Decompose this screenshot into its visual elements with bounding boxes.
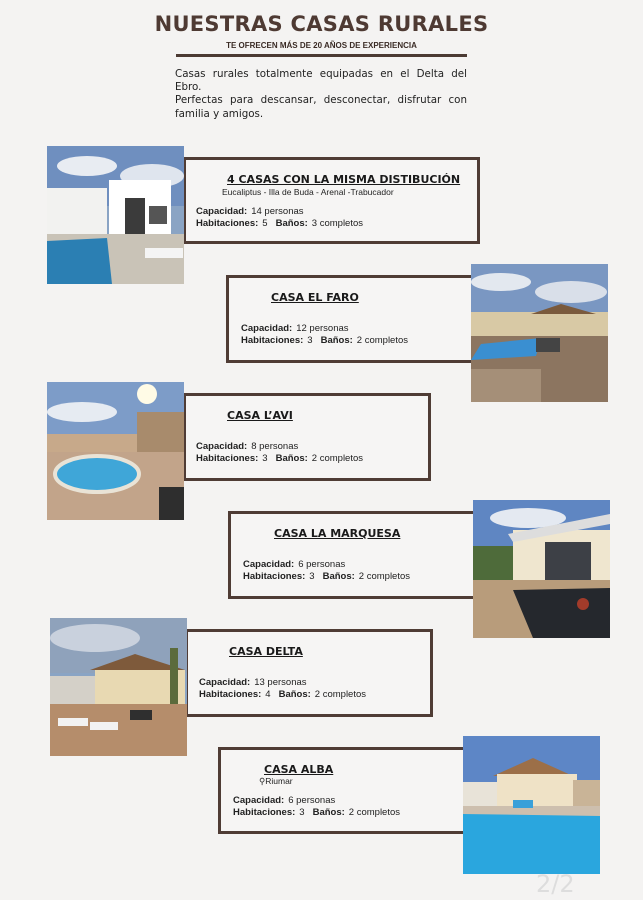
baths-label: Baños: bbox=[322, 571, 355, 582]
rooms-label: Habitaciones: bbox=[196, 218, 259, 229]
house-locations: Eucaliptus - Illa de Buda - Arenal -Trabucador bbox=[222, 187, 394, 197]
house-photo-5 bbox=[50, 618, 187, 756]
rooms-line bbox=[241, 335, 408, 346]
house-photo-1 bbox=[47, 146, 184, 284]
baths-value: 2 completos bbox=[358, 571, 411, 582]
house-card-4 bbox=[228, 511, 476, 599]
capacity-label: Capacidad: bbox=[233, 795, 285, 806]
page-subtitle: TE OFRECEN MÁS DE 20 AÑOS DE EXPERIENCIA bbox=[226, 41, 417, 50]
rooms-line bbox=[196, 453, 363, 464]
house-photo-6 bbox=[463, 736, 600, 874]
house-card-3 bbox=[183, 393, 431, 481]
house-photo-3 bbox=[47, 382, 184, 520]
location-pin-icon: ⚲ bbox=[259, 776, 266, 786]
rooms-value: 3 bbox=[309, 571, 315, 582]
title-divider bbox=[176, 54, 467, 57]
house-location: ⚲Riumar bbox=[259, 776, 293, 786]
house-name: CASA LA MARQUESA bbox=[274, 527, 401, 540]
intro-text bbox=[175, 68, 467, 121]
baths-value: 2 completos bbox=[311, 453, 364, 464]
capacity-line bbox=[199, 677, 307, 688]
house-card-6 bbox=[218, 747, 466, 834]
intro-paragraph-1: Casas rurales totalmente equipadas en el Delta del Ebro. bbox=[175, 68, 467, 94]
capacity-line bbox=[196, 206, 304, 217]
capacity-value: 14 personas bbox=[251, 206, 304, 217]
page-title: NUESTRAS CASAS RURALES bbox=[154, 12, 489, 36]
rooms-value: 5 bbox=[262, 218, 268, 229]
capacity-label: Capacidad: bbox=[243, 559, 295, 570]
baths-label: Baños: bbox=[275, 218, 308, 229]
capacity-line bbox=[196, 441, 298, 452]
capacity-line bbox=[233, 795, 335, 806]
baths-label: Baños: bbox=[275, 453, 308, 464]
capacity-label: Capacidad: bbox=[241, 323, 293, 334]
rooms-value: 3 bbox=[262, 453, 268, 464]
baths-label: Baños: bbox=[320, 335, 353, 346]
rooms-value: 3 bbox=[307, 335, 313, 346]
capacity-label: Capacidad: bbox=[196, 441, 248, 452]
rooms-line bbox=[196, 218, 363, 229]
baths-label: Baños: bbox=[312, 807, 345, 818]
capacity-value: 8 personas bbox=[251, 441, 299, 452]
capacity-line bbox=[241, 323, 349, 334]
capacity-line bbox=[243, 559, 345, 570]
house-photo-2 bbox=[471, 264, 608, 402]
house-name: 4 CASAS CON LA MISMA DISTIBUCIÓN bbox=[227, 173, 461, 186]
baths-value: 2 completos bbox=[314, 689, 367, 700]
baths-value: 3 completos bbox=[311, 218, 364, 229]
intro-paragraph-2: Perfectas para descansar, desconectar, disfrutar con familia y amigos. bbox=[175, 94, 467, 120]
rooms-value: 4 bbox=[265, 689, 271, 700]
house-name: CASA EL FARO bbox=[271, 291, 359, 304]
rooms-label: Habitaciones: bbox=[196, 453, 259, 464]
rooms-line bbox=[199, 689, 366, 700]
rooms-line bbox=[233, 807, 400, 818]
rooms-label: Habitaciones: bbox=[233, 807, 296, 818]
house-photo-4 bbox=[473, 500, 610, 638]
house-card-1 bbox=[183, 157, 480, 244]
rooms-label: Habitaciones: bbox=[199, 689, 262, 700]
capacity-label: Capacidad: bbox=[199, 677, 251, 688]
rooms-line bbox=[243, 571, 410, 582]
house-name: CASA L’AVI bbox=[227, 409, 293, 422]
rooms-label: Habitaciones: bbox=[243, 571, 306, 582]
capacity-value: 6 personas bbox=[288, 795, 336, 806]
capacity-value: 12 personas bbox=[296, 323, 349, 334]
capacity-value: 13 personas bbox=[254, 677, 307, 688]
capacity-value: 6 personas bbox=[298, 559, 346, 570]
baths-label: Baños: bbox=[278, 689, 311, 700]
house-name: CASA ALBA bbox=[264, 763, 334, 776]
house-card-5 bbox=[185, 629, 433, 717]
page-number: 2/2 bbox=[536, 870, 575, 898]
baths-value: 2 completos bbox=[348, 807, 401, 818]
baths-value: 2 completos bbox=[356, 335, 409, 346]
house-card-2 bbox=[226, 275, 474, 363]
rooms-label: Habitaciones: bbox=[241, 335, 304, 346]
house-name: CASA DELTA bbox=[229, 645, 303, 658]
capacity-label: Capacidad: bbox=[196, 206, 248, 217]
rooms-value: 3 bbox=[299, 807, 305, 818]
